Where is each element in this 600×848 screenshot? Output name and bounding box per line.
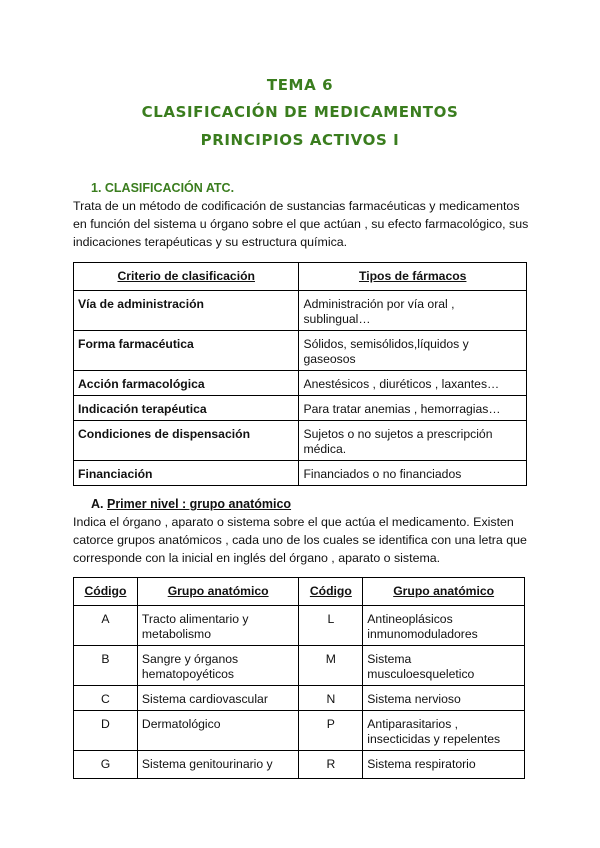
anatomical-groups-table <box>73 577 525 779</box>
table-row <box>74 751 525 779</box>
code-cell: L <box>299 606 363 646</box>
code-cell: C <box>74 686 138 711</box>
table-row <box>74 646 525 686</box>
group-cell: Tracto alimentario y metabolismo <box>137 606 299 646</box>
criterion-cell: Vía de administración <box>74 291 299 331</box>
group-cell: Antiparasitarios , insecticidas y repelentes <box>363 711 525 751</box>
doc-title-line-1: TEMA 6 <box>266 76 334 94</box>
section-1-heading: 1. CLASIFICACIÓN ATC. <box>91 181 235 195</box>
table-row <box>74 421 527 461</box>
code-cell: R <box>299 751 363 779</box>
table-row <box>74 331 527 371</box>
section-a-paragraph: Indica el órgano , aparato o sistema sobre el que actúa el medicamento. Existen catorce grupos anatómicos , cada uno de los cuales se identifica con una letra que corresponde con la inicial en inglés del órgano , aparato o sistema. <box>73 515 527 565</box>
code-cell: P <box>299 711 363 751</box>
group-cell: Antineoplásicos inmunomoduladores <box>363 606 525 646</box>
table-row <box>74 686 525 711</box>
criterion-cell: Acción farmacológica <box>74 371 299 396</box>
group-cell: Sistema genitourinario y <box>137 751 299 779</box>
table-header-row <box>74 578 525 606</box>
types-cell: Sólidos, semisólidos,líquidos y gaseosos <box>299 331 527 371</box>
code-cell: N <box>299 686 363 711</box>
section-a-marker: A. <box>91 497 104 511</box>
types-cell: Anestésicos , diuréticos , laxantes… <box>299 371 527 396</box>
table-row <box>74 371 527 396</box>
column-header: Criterio de clasificación <box>74 263 299 291</box>
criterion-cell: Financiación <box>74 461 299 486</box>
group-cell: Sistema respiratorio <box>363 751 525 779</box>
table-header-row <box>74 263 527 291</box>
column-header: Código <box>299 578 363 606</box>
group-cell: Sistema nervioso <box>363 686 525 711</box>
criterion-cell: Forma farmacéutica <box>74 331 299 371</box>
group-cell: Sistema musculoesqueletico <box>363 646 525 686</box>
section-a-heading <box>91 497 291 511</box>
table-row <box>74 291 527 331</box>
doc-title-line-2: CLASIFICACIÓN DE MEDICAMENTOS <box>141 103 459 121</box>
group-cell: Dermatológico <box>137 711 299 751</box>
code-cell: A <box>74 606 138 646</box>
types-cell: Financiados o no financiados <box>299 461 527 486</box>
group-cell: Sistema cardiovascular <box>137 686 299 711</box>
types-cell: Sujetos o no sujetos a prescripción médica. <box>299 421 527 461</box>
section-a-title: Primer nivel : grupo anatómico <box>106 497 292 511</box>
table-row <box>74 606 525 646</box>
column-header: Grupo anatómico <box>137 578 299 606</box>
group-cell: Sangre y órganos hematopoyéticos <box>137 646 299 686</box>
classification-table <box>73 262 527 486</box>
criterion-cell: Condiciones de dispensación <box>74 421 299 461</box>
column-header: Tipos de fármacos <box>299 263 527 291</box>
column-header: Código <box>74 578 138 606</box>
types-cell: Administración por vía oral , sublingual… <box>299 291 527 331</box>
code-cell: M <box>299 646 363 686</box>
table-row <box>74 711 525 751</box>
table-row <box>74 396 527 421</box>
doc-title-line-3: PRINCIPIOS ACTIVOS I <box>200 131 400 149</box>
types-cell: Para tratar anemias , hemorragias… <box>299 396 527 421</box>
criterion-cell: Indicación terapéutica <box>74 396 299 421</box>
code-cell: G <box>74 751 138 779</box>
code-cell: B <box>74 646 138 686</box>
column-header: Grupo anatómico <box>363 578 525 606</box>
code-cell: D <box>74 711 138 751</box>
section-1-paragraph: Trata de un método de codificación de sustancias farmacéuticas y medicamentos en función del sistema u órgano sobre el que actúan , su efecto farmacológico, sus indicaciones terapéuticas y su estructura química. <box>73 199 529 249</box>
table-row <box>74 461 527 486</box>
